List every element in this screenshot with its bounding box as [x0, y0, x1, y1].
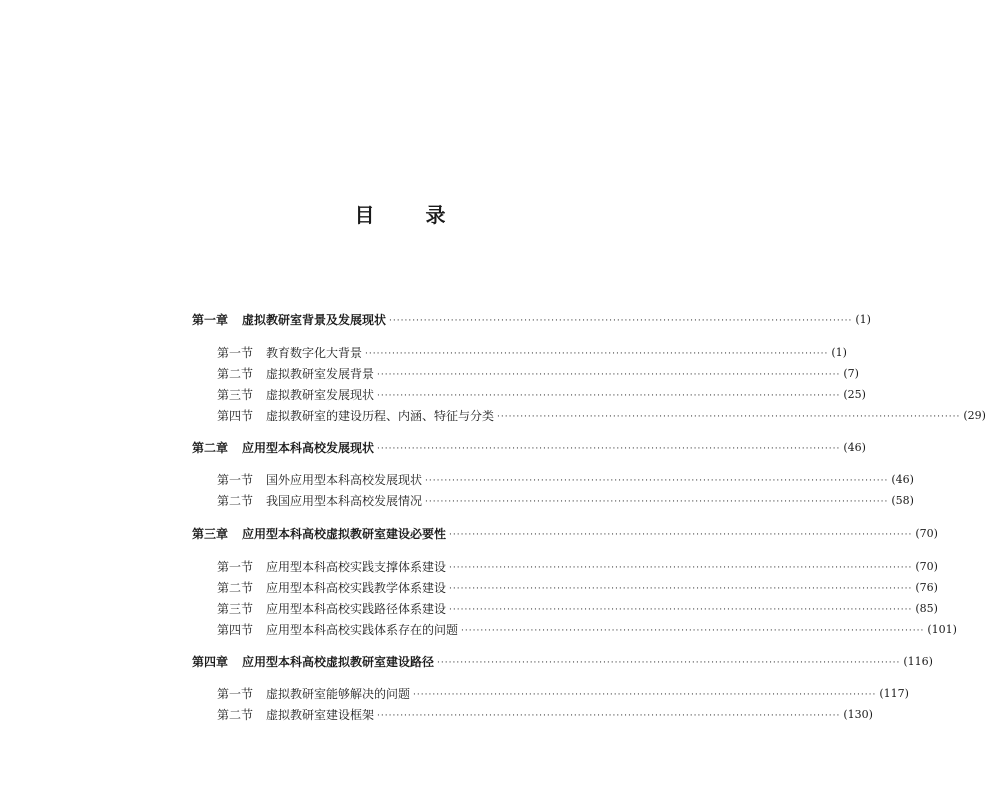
toc-chapter-3[interactable]	[192, 524, 938, 544]
dot-leader: ························································································································	[413, 690, 877, 700]
dot-leader: ························································································································	[425, 476, 889, 486]
page-number: (70)	[915, 560, 938, 573]
section-number: 第二节	[217, 708, 254, 722]
section-number: 第一节	[217, 560, 254, 574]
page-number: (7)	[843, 367, 859, 380]
toc-section-1-2[interactable]	[217, 364, 859, 384]
page-number: (130)	[843, 708, 873, 721]
section-number: 第一节	[217, 473, 254, 487]
dot-leader: ························································································································	[377, 711, 841, 721]
section-title: 虚拟教研室建设框架	[266, 708, 375, 722]
dot-leader: ························································································································	[449, 584, 913, 594]
page-number: (1)	[855, 313, 871, 326]
section-title: 应用型本科高校实践支撑体系建设	[266, 560, 447, 574]
chapter-number: 第一章	[192, 313, 229, 327]
toc-section-2-2[interactable]	[217, 491, 914, 511]
section-title: 应用型本科高校实践路径体系建设	[266, 602, 447, 616]
section-title: 虚拟教研室的建设历程、内涵、特征与分类	[266, 409, 495, 423]
page-number: (76)	[915, 581, 938, 594]
chapter-title: 应用型本科高校发展现状	[242, 441, 375, 455]
dot-leader: ························································································································	[449, 563, 913, 573]
section-number: 第四节	[217, 623, 254, 637]
dot-leader: ························································································································	[377, 444, 841, 454]
toc-section-4-1[interactable]	[217, 684, 909, 704]
toc-section-3-3[interactable]	[217, 599, 938, 619]
toc-chapter-4[interactable]	[192, 652, 933, 672]
chapter-number: 第三章	[192, 527, 229, 541]
section-number: 第三节	[217, 388, 254, 402]
page-number: (46)	[891, 473, 914, 486]
page-number: (70)	[915, 527, 938, 540]
toc-section-1-4[interactable]	[217, 406, 986, 426]
section-number: 第四节	[217, 409, 254, 423]
page-number: (46)	[843, 441, 866, 454]
toc-section-1-3[interactable]	[217, 385, 866, 405]
toc-title: 目 录	[354, 203, 468, 227]
section-title: 应用型本科高校实践体系存在的问题	[266, 623, 459, 637]
page-number: (85)	[915, 602, 938, 615]
page-number: (101)	[927, 623, 957, 636]
dot-leader: ························································································································	[389, 316, 853, 326]
page-number: (117)	[879, 687, 909, 700]
section-number: 第二节	[217, 367, 254, 381]
section-title: 教育数字化大背景	[266, 346, 363, 360]
chapter-title: 虚拟教研室背景及发展现状	[242, 313, 387, 327]
chapter-title: 应用型本科高校虚拟教研室建设必要性	[242, 527, 447, 541]
section-number: 第二节	[217, 494, 254, 508]
section-title: 国外应用型本科高校发展现状	[266, 473, 423, 487]
toc-section-3-1[interactable]	[217, 557, 938, 577]
section-number: 第二节	[217, 581, 254, 595]
dot-leader: ························································································································	[425, 497, 889, 507]
section-title: 虚拟教研室发展现状	[266, 388, 375, 402]
page-number: (116)	[903, 655, 933, 668]
dot-leader: ························································································································	[497, 412, 961, 422]
dot-leader: ························································································································	[377, 370, 841, 380]
dot-leader: ························································································································	[377, 391, 841, 401]
section-number: 第三节	[217, 602, 254, 616]
page-number: (29)	[963, 409, 986, 422]
page-number: (58)	[891, 494, 914, 507]
dot-leader: ························································································································	[449, 605, 913, 615]
section-title: 虚拟教研室能够解决的问题	[266, 687, 411, 701]
dot-leader: ························································································································	[449, 530, 913, 540]
toc-section-3-4[interactable]	[217, 620, 957, 640]
section-title: 我国应用型本科高校发展情况	[266, 494, 423, 508]
toc-section-3-2[interactable]	[217, 578, 938, 598]
chapter-number: 第四章	[192, 655, 229, 669]
chapter-title: 应用型本科高校虚拟教研室建设路径	[242, 655, 435, 669]
toc-section-2-1[interactable]	[217, 470, 914, 490]
dot-leader: ························································································································	[437, 658, 901, 668]
toc-chapter-1[interactable]	[192, 310, 871, 330]
toc-chapter-2[interactable]	[192, 438, 866, 458]
section-number: 第一节	[217, 346, 254, 360]
page-number: (1)	[831, 346, 847, 359]
dot-leader: ························································································································	[461, 626, 925, 636]
toc-section-4-2[interactable]	[217, 705, 873, 725]
section-title: 应用型本科高校实践教学体系建设	[266, 581, 447, 595]
section-number: 第一节	[217, 687, 254, 701]
dot-leader: ························································································································	[365, 349, 829, 359]
section-title: 虚拟教研室发展背景	[266, 367, 375, 381]
chapter-number: 第二章	[192, 441, 229, 455]
toc-section-1-1[interactable]	[217, 343, 847, 363]
page-number: (25)	[843, 388, 866, 401]
